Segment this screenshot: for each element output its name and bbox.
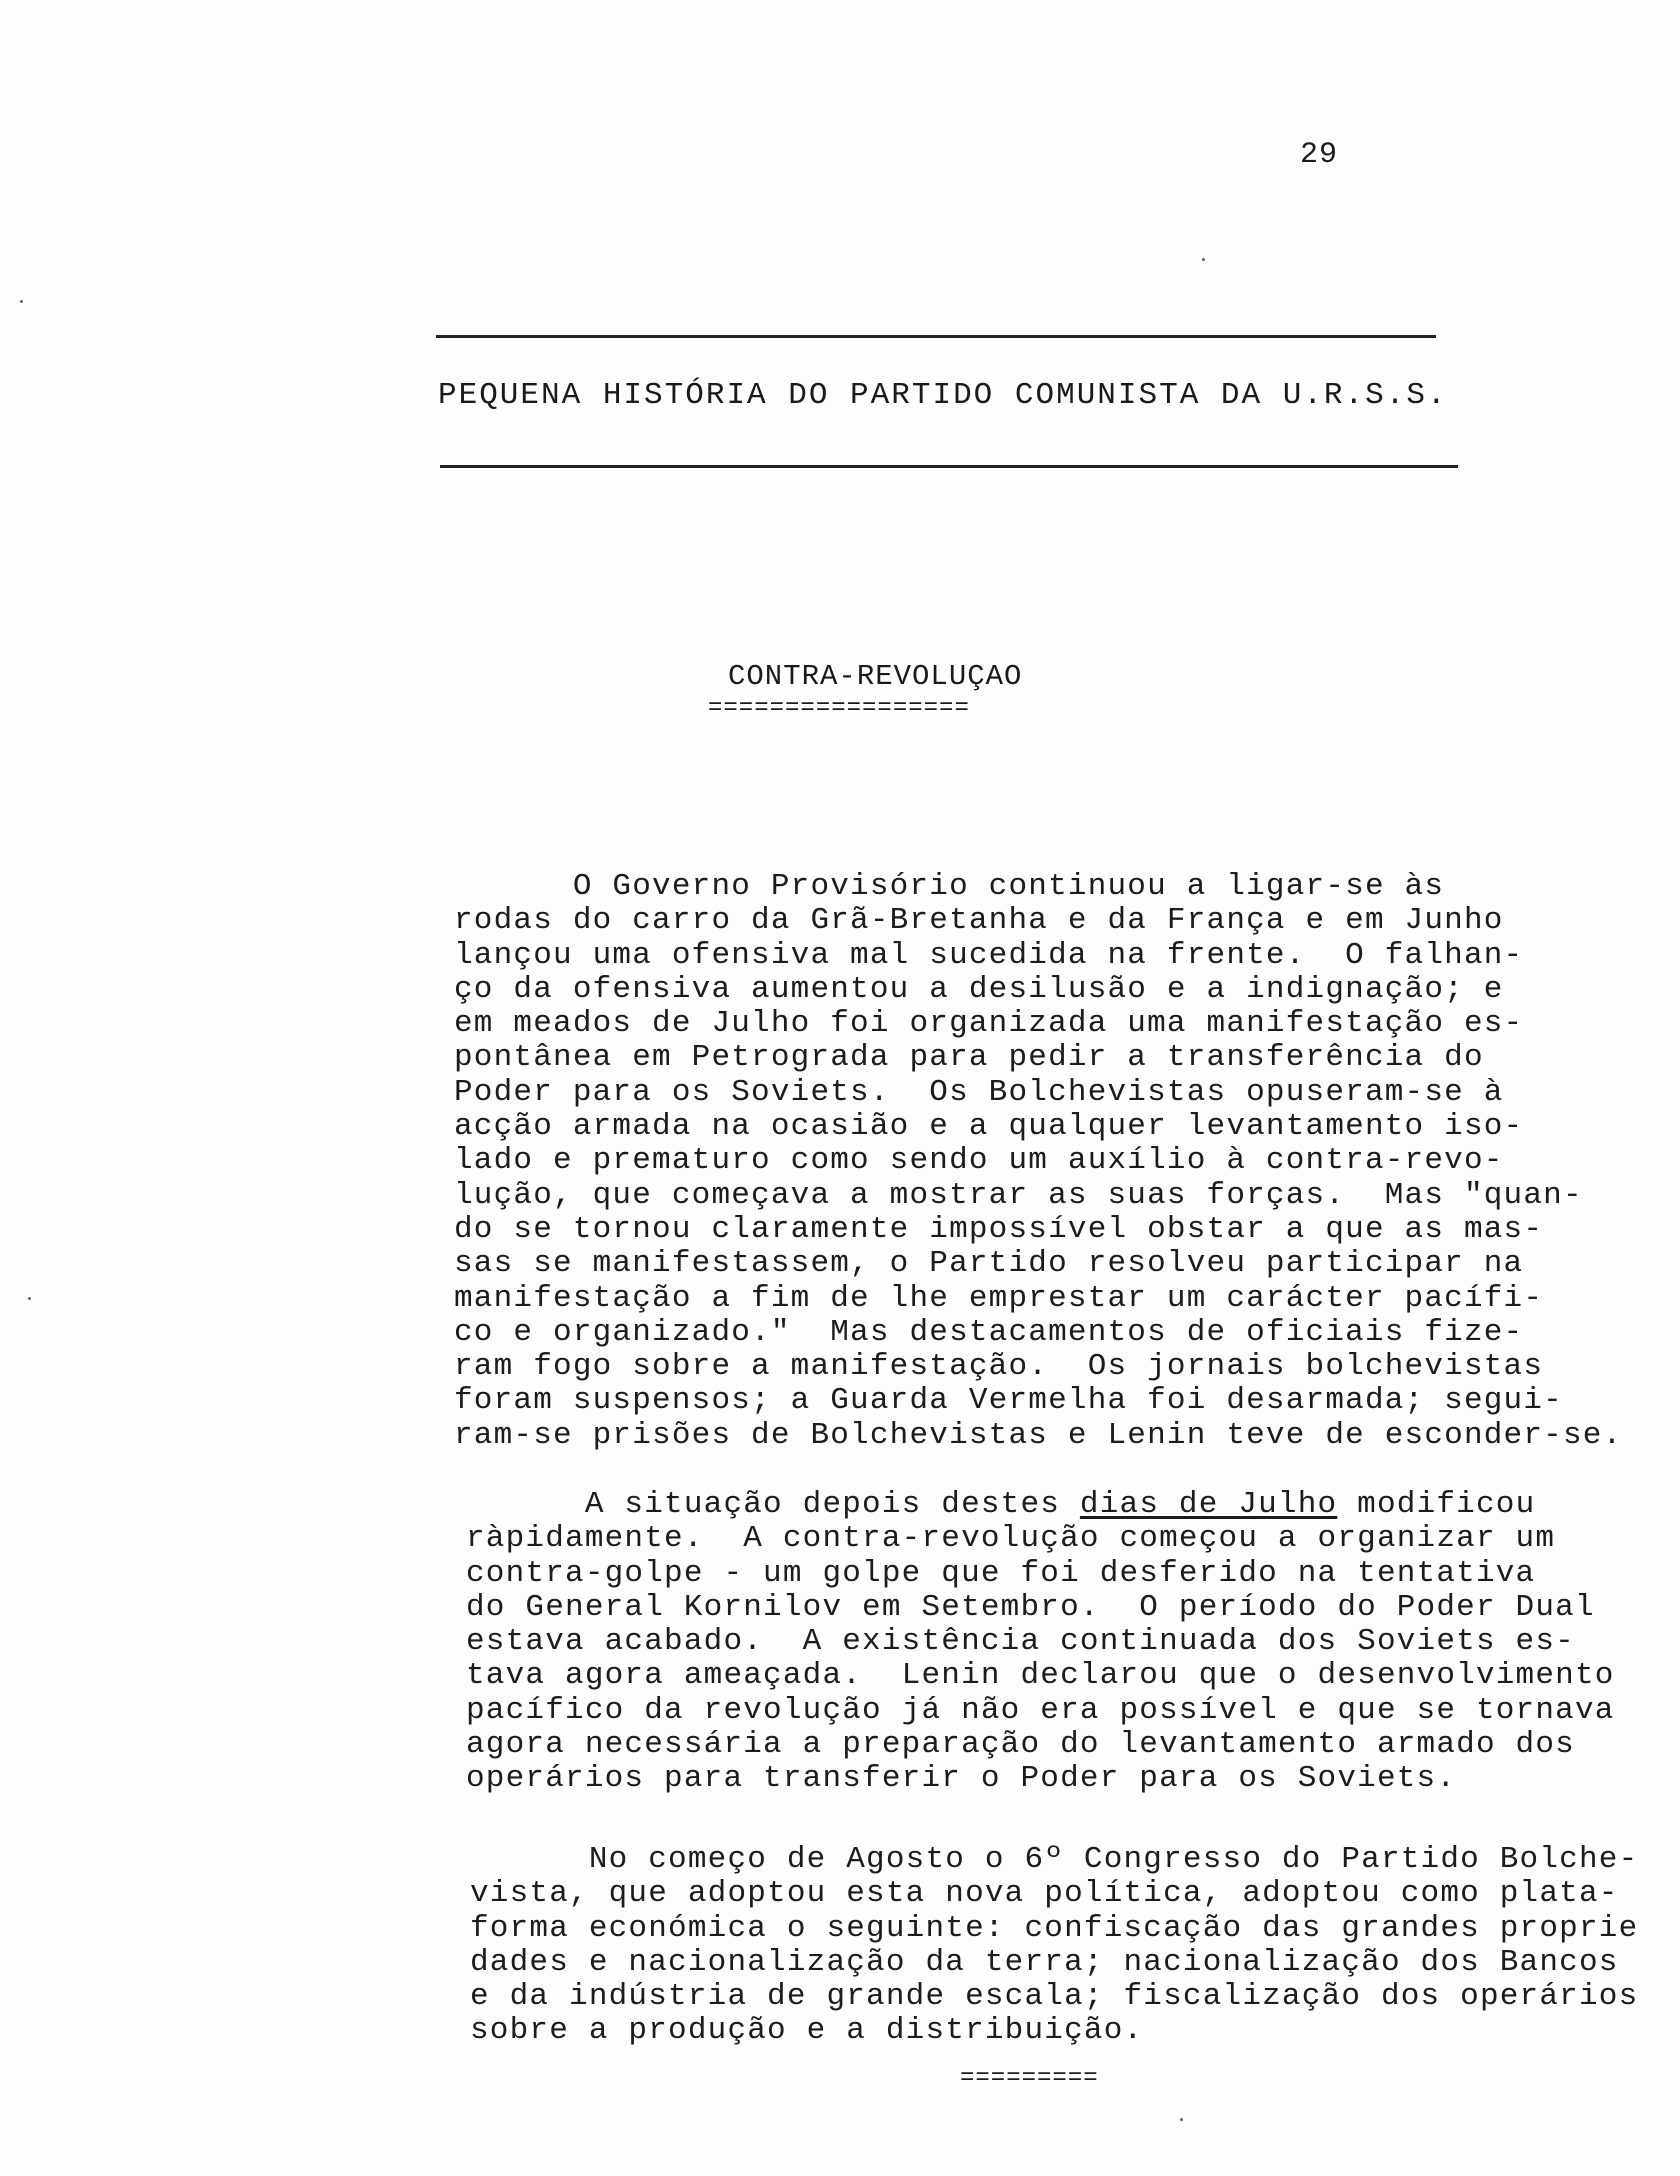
paragraph-line: No começo de Agosto o 6º Congresso do Partido Bolche-	[470, 1842, 1639, 1877]
paragraph-line: pacífico da revolução já não era possível e que se tornava	[466, 1692, 1615, 1728]
header-title: PEQUENA HISTÓRIA DO PARTIDO COMUNISTA DA U.R.S.S.	[438, 378, 1448, 413]
section-title-underline: =================	[708, 695, 970, 722]
paragraph-line: ram-se prisões de Bolchevistas e Lenin teve de esconder-se.	[454, 1417, 1623, 1453]
underlined-phrase: dias de Julho	[1079, 1487, 1338, 1522]
scan-speck	[1180, 2118, 1183, 2121]
paragraph-line: agora necessária a preparação do levantamento armado dos	[466, 1727, 1575, 1763]
paragraph-line: ço da ofensiva aumentou a desilusão e a indignação; e	[454, 971, 1504, 1007]
paragraph-line: manifestação a fim de lhe emprestar um carácter pacífi-	[454, 1280, 1544, 1316]
section-title: CONTRA-REVOLUÇAO	[728, 660, 1023, 693]
scan-speck	[1202, 258, 1205, 261]
scan-speck	[28, 1297, 31, 1300]
paragraph-line: estava acabado. A existência continuada dos Soviets es-	[466, 1624, 1575, 1660]
paragraph-line: contra-golpe - um golpe que foi desferido na tentativa	[466, 1555, 1536, 1591]
paragraph-1	[454, 870, 1622, 1453]
header-rule-top	[436, 335, 1436, 338]
paragraph-line-end: modificou	[1337, 1487, 1536, 1522]
paragraph-line: foram suspensos; a Guarda Vermelha foi desarmada; segui-	[454, 1383, 1563, 1419]
scan-speck	[20, 300, 23, 303]
paragraph-3	[470, 1843, 1638, 2049]
paragraph-line: ràpidamente. A contra-revolução começou a organizar um	[466, 1521, 1556, 1557]
paragraph-line: vista, que adoptou esta nova política, adoptou como plata-	[470, 1876, 1619, 1912]
paragraph-line: e da indústria de grande escala; fiscalização dos operários	[470, 1979, 1639, 2015]
paragraph-line: lado e prematuro como sendo um auxílio à contra-revo-	[454, 1143, 1504, 1179]
paragraph-2	[466, 1488, 1615, 1797]
paragraph-line: lução, que começava a mostrar as suas forças. Mas "quan-	[454, 1177, 1583, 1213]
paragraph-line: do se tornou claramente impossível obstar a que as mas-	[454, 1211, 1544, 1247]
paragraph-line: dades e nacionalização da terra; nacionalização dos Bancos	[470, 1944, 1619, 1980]
page-number: 29	[1300, 138, 1339, 172]
paragraph-line: do General Kornilov em Setembro. O período do Poder Dual	[466, 1589, 1595, 1625]
paragraph-line: sobre a produção e a distribuição.	[470, 2013, 1144, 2049]
paragraph-line: rodas do carro da Grã-Bretanha e da França e em Junho	[454, 903, 1504, 939]
header-rule-bottom	[440, 465, 1458, 468]
paragraph-line: O Governo Provisório continuou a ligar-se às	[454, 869, 1445, 904]
paragraph-line: tava agora ameaçada. Lenin declarou que o desenvolvimento	[466, 1658, 1615, 1694]
paragraph-line: operários para transferir o Poder para os Soviets.	[466, 1761, 1457, 1797]
paragraph-line: em meados de Julho foi organizada uma manifestação es-	[454, 1006, 1524, 1042]
paragraph-line: lançou uma ofensiva mal sucedida na frente. O falhan-	[454, 937, 1524, 973]
end-mark: =========	[960, 2065, 1099, 2092]
paragraph-line: sas se manifestassem, o Partido resolveu participar na	[454, 1246, 1524, 1282]
paragraph-line: acção armada na ocasião e a qualquer levantamento iso-	[454, 1109, 1524, 1145]
paragraph-line: pontânea em Petrograda para pedir a transferência do	[454, 1040, 1484, 1076]
paragraph-line: forma económica o seguinte: confiscação das grandes proprie	[470, 1910, 1639, 1946]
paragraph-line-start: A situação depois destes	[466, 1487, 1080, 1522]
paragraph-line: ram fogo sobre a manifestação. Os jornais bolchevistas	[454, 1349, 1544, 1385]
paragraph-line: Poder para os Soviets. Os Bolchevistas opuseram-se à	[454, 1074, 1504, 1110]
paragraph-line: co e organizado." Mas destacamentos de oficiais fize-	[454, 1314, 1524, 1350]
